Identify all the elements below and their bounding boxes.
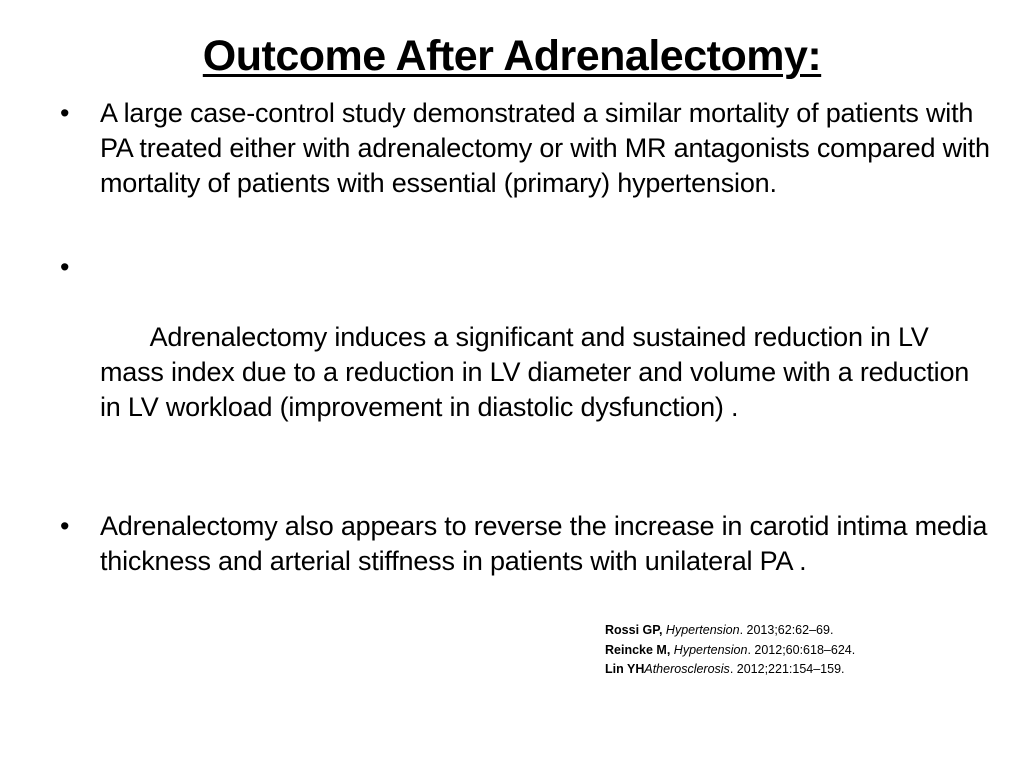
bullet-text: A large case-control study demonstrated a similar mortality of patients with PA treated either with adrenalectomy or with MR antagonists compared with mortality of patients with essential (primary) hypertension. [100,98,990,198]
bullet-item [60,250,990,460]
reference-citation: . 2013;62:62–69. [739,623,834,637]
reference-citation: . 2012;221:154–159. [729,662,845,676]
bullet-text: Adrenalectomy induces a significant and sustained reduction in LV mass index due to a reduction in LV diameter and volume with a reduction in LV workload (improvement in diastolic dysfunction) . [100,322,977,422]
reference-journal: Atherosclerosis [644,662,730,676]
bullet-item [60,509,990,579]
reference-item [605,641,1005,661]
reference-item [605,660,1005,680]
slide-title-text: Outcome After Adrenalectomy: [202,32,822,80]
bullet-text: Adrenalectomy also appears to reverse the increase in carotid intima media thickness and arterial stiffness in patients with unilateral PA . [100,511,988,576]
bullet-dot-icon: • [60,511,70,541]
bullet-dot-icon: • [60,252,70,282]
reference-author: Reincke M, [605,642,671,657]
bullet-dot-icon: • [60,98,70,128]
reference-journal: Hypertension [673,642,748,657]
reference-item [605,621,1005,641]
reference-journal: Hypertension [665,623,740,637]
bullet-item [60,96,990,201]
reference-citation: . 2012;60:618–624. [747,642,856,657]
references [605,621,1005,680]
reference-author: Rossi GP, [605,623,663,637]
slide-title [0,28,1024,84]
reference-author: Lin YH [605,662,645,676]
bullet-list [60,96,990,628]
